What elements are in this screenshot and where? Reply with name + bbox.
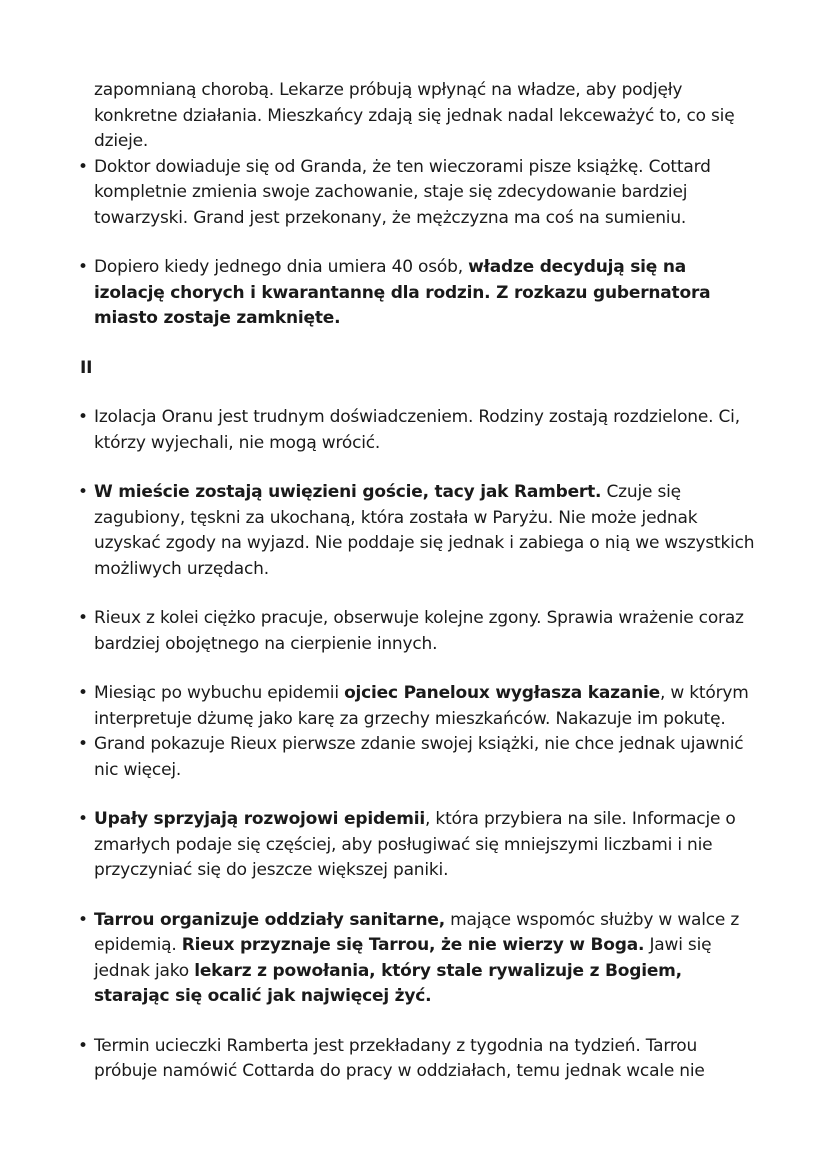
bullet-icon: • [78, 608, 88, 628]
text-run: Jawi się jednak jako [94, 935, 712, 981]
bullet-icon: • [78, 734, 88, 754]
continued-paragraph [78, 78, 758, 155]
bullet-item [78, 681, 758, 732]
bold-text: Rieux przyznaje się Tarrou, że nie wierzy w Boga. [181, 935, 645, 955]
paragraph-spacer [78, 783, 758, 807]
bullet-icon: • [78, 257, 88, 277]
bold-text: władze decydują się na izolację chorych i kwarantannę dla rodzin. Z rozkazu gubernatora miasto zostaje zamknięte. [94, 257, 711, 328]
paragraph-spacer [78, 456, 758, 480]
bullet-item [78, 807, 758, 884]
bullet-item [78, 1034, 758, 1085]
text-run: Miesiąc po wybuchu epidemii [94, 683, 345, 703]
bullet-item [78, 908, 758, 1010]
bullet-icon: • [78, 156, 88, 177]
bullet-icon: • [78, 1035, 88, 1056]
bold-text: lekarz z powołania, który stale rywalizuje z Bogiem, starając się ocalić jak najwięcej żyć. [94, 960, 682, 1006]
text-run: , która przybiera na sile. Informacje o zmarłych podaje się częściej, aby posługiwać się mniejszymi liczbami i nie przyczyniać się do jeszcze większej paniki. [94, 809, 736, 880]
text-run: Dopiero kiedy jednego dnia umiera 40 osób, [94, 257, 469, 277]
bold-text: W mieście zostają uwięzieni goście, tacy jak Rambert. [94, 482, 602, 502]
text-run: , w którym interpretuje dżumę jako karę za grzechy mieszkańców. Nakazuje im pokutę. [94, 683, 749, 729]
bold-text: ojciec Paneloux wygłasza kazanie [344, 683, 660, 703]
text-run: mające wspomóc służby w walce z epidemią. [94, 909, 740, 955]
bullet-icon: • [78, 683, 88, 703]
text-run: Doktor dowiaduje się od Granda, że ten wieczorami pisze książkę. Cottard kompletnie zmienia swoje zachowanie, staje się zdecydowanie bardziej towarzyski. Grand jest przekonany, że mężczyzna ma coś na sumieniu. [94, 156, 711, 228]
text-run: Czuje się zagubiony, tęskni za ukochaną, która została w Paryżu. Nie może jednak uzyskać zgody na wyjazd. Nie poddaje się jednak i zabiega o nią we wszystkich możliwych urzędach. [94, 482, 755, 579]
paragraph-spacer [78, 657, 758, 681]
paragraph-spacer [78, 332, 758, 356]
paragraph-spacer [78, 884, 758, 908]
bullet-item [78, 606, 758, 657]
bullet-icon: • [78, 407, 88, 427]
bullet-item [78, 732, 758, 783]
bullet-item [78, 480, 758, 582]
bold-text: II [80, 357, 93, 378]
paragraph-spacer [78, 231, 758, 255]
bullet-icon: • [78, 809, 88, 829]
paragraph-spacer [78, 582, 758, 606]
bullet-item [78, 155, 758, 232]
paragraph-spacer [78, 1010, 758, 1034]
bold-text: Tarrou organizuje oddziały sanitarne, [94, 909, 445, 930]
bullet-item [78, 255, 758, 332]
text-run: zapomnianą chorobą. Lekarze próbują wpłynąć na władze, aby podjęły konkretne działania. Mieszkańcy zdają się jednak nadal lekceważyć to, co się dzieje. [94, 80, 735, 151]
text-run: Rieux z kolei ciężko pracuje, obserwuje kolejne zgony. Sprawia wrażenie coraz bardziej obojętnego na cierpienie innych. [94, 608, 744, 654]
bold-text: Upały sprzyjają rozwojowi epidemii [94, 809, 426, 829]
bullet-icon: • [78, 482, 88, 502]
paragraph-spacer [78, 381, 758, 405]
text-run: Termin ucieczki Ramberta jest przekładany z tygodnia na tydzień. Tarrou próbuje namówić Cottarda do pracy w oddziałach, temu jednak wcale nie [94, 1035, 705, 1081]
bullet-item [78, 405, 758, 456]
section-heading [78, 356, 758, 382]
text-run: Izolacja Oranu jest trudnym doświadczeniem. Rodziny zostają rozdzielone. Ci, którzy wyjechali, nie mogą wrócić. [94, 407, 740, 453]
text-run: Grand pokazuje Rieux pierwsze zdanie swojej książki, nie chce jednak ujawnić nic więcej. [94, 734, 744, 780]
bullet-icon: • [78, 909, 88, 930]
